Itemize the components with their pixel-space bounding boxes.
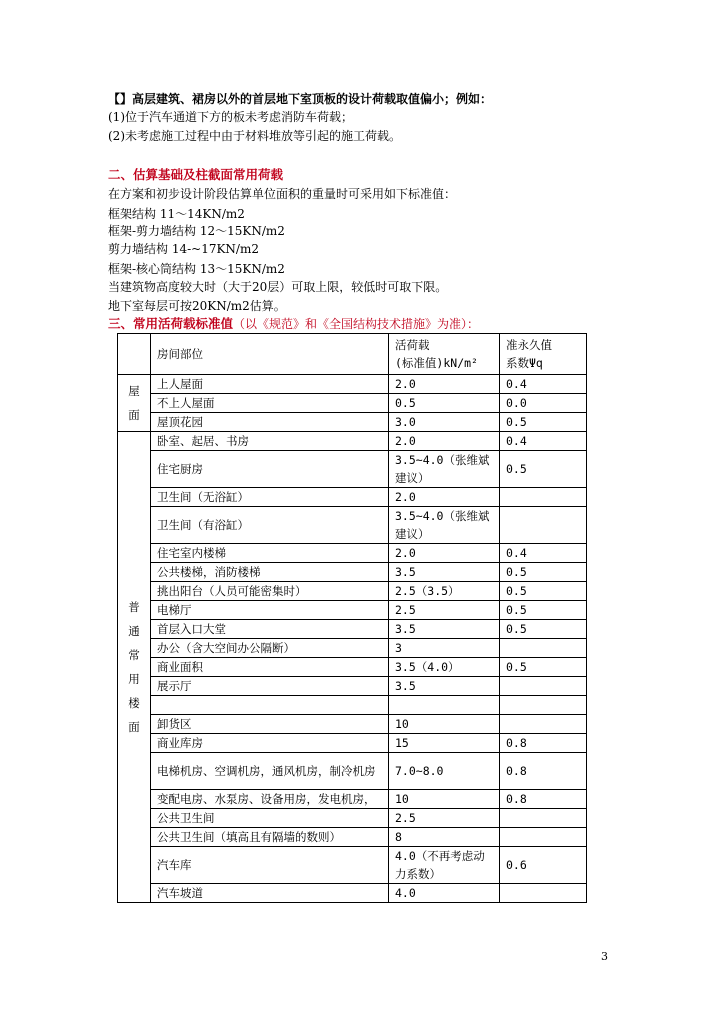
room-cell: 不上人屋面 [151,394,389,413]
room-cell: 办公（含大空间办公隔断） [151,639,389,658]
psi-cell [500,715,587,734]
load-cell: 3.5 [389,563,500,582]
table-row [118,639,587,658]
psi-cell: 0.4 [500,432,587,451]
load-cell [389,696,500,715]
room-cell: 商业面积 [151,658,389,677]
header-load [389,334,500,375]
table-row [118,884,587,903]
table-row [118,828,587,847]
load-cell: 2.0 [389,432,500,451]
psi-cell: 0.0 [500,394,587,413]
table-row [118,563,587,582]
table-row [118,507,587,544]
room-cell: 电梯机房、空调机房，通风机房，制冷机房 [151,753,389,790]
room-cell: 卫生间（无浴缸） [151,488,389,507]
psi-cell [500,488,587,507]
section2-line: 框架-剪力墙结构 12～15KN/m2 [108,224,285,238]
room-cell: 首层入口大堂 [151,620,389,639]
room-cell: 公共卫生间 [151,809,389,828]
section2-line: 地下室每层可按20KN/m2估算。 [108,299,286,313]
table-header-row [118,334,587,375]
load-cell: 3.5~4.0（张维斌建议） [389,507,500,544]
room-cell: 住宅室内楼梯 [151,544,389,563]
load-cell: 2.5 [389,809,500,828]
load-cell: 4.0 [389,884,500,903]
section2-heading: 二、估算基础及柱截面常用荷载 [108,167,284,182]
psi-cell: 0.5 [500,563,587,582]
room-cell: 上人屋面 [151,375,389,394]
header-room: 房间部位 [151,334,389,375]
load-cell: 3.5 [389,677,500,696]
section3-heading-bold: 三、常用活荷载标准值 [108,316,234,331]
load-cell: 3.5（4.0） [389,658,500,677]
psi-cell [500,677,587,696]
room-cell: 挑出阳台（人员可能密集时） [151,582,389,601]
room-cell: 公共楼梯，消防楼梯 [151,563,389,582]
load-cell: 0.5 [389,394,500,413]
psi-cell [500,507,587,544]
room-cell: 卫生间（有浴缸） [151,507,389,544]
table-row [118,790,587,809]
section2-line: 框架结构 11～14KN/m2 [108,207,245,221]
section2-line: 当建筑物高度较大时（大于20层）可取上限，较低时可取下限。 [108,280,448,294]
psi-cell: 0.8 [500,753,587,790]
psi-cell: 0.8 [500,790,587,809]
room-cell: 展示厅 [151,677,389,696]
load-cell: 4.0（不再考虑动力系数） [389,847,500,884]
room-cell: 公共卫生间（填高且有隔墙的数则） [151,828,389,847]
load-cell: 2.5（3.5） [389,582,500,601]
table-row [118,620,587,639]
psi-cell [500,639,587,658]
room-cell: 住宅厨房 [151,451,389,488]
room-cell: 商业库房 [151,734,389,753]
psi-cell: 0.5 [500,451,587,488]
load-cell: 10 [389,715,500,734]
header-load-line1: 活荷载 [395,338,430,352]
table-row [118,715,587,734]
psi-cell: 0.6 [500,847,587,884]
table-row [118,658,587,677]
page-number: 3 [601,950,608,963]
table-row [118,413,587,432]
header-category-cell [118,334,151,375]
load-cell: 8 [389,828,500,847]
load-cell: 15 [389,734,500,753]
floor-category [118,432,151,903]
psi-cell: 0.5 [500,601,587,620]
room-cell: 屋顶花园 [151,413,389,432]
table-row [118,432,587,451]
table-row [118,601,587,620]
load-cell: 2.0 [389,544,500,563]
psi-cell [500,809,587,828]
section2-line: 在方案和初步设计阶段估算单位面积的重量时可采用如下标准值： [108,187,457,201]
floor-category-label: 普通常用楼面 [128,600,140,734]
load-cell: 3.5 [389,620,500,639]
intro-item-2: (2)未考虑施工过程中由于材料堆放等引起的施工荷载。 [108,129,402,143]
table-row [118,488,587,507]
psi-cell: 0.5 [500,582,587,601]
section3-heading [108,315,479,333]
psi-cell: 0.4 [500,544,587,563]
header-psi-line1: 准永久值 [506,338,552,352]
table-row [118,582,587,601]
header-psi [500,334,587,375]
section2-line: 剪力墙结构 14-~17KN/m2 [108,242,259,256]
roof-category [118,375,151,432]
psi-cell: 0.8 [500,734,587,753]
live-load-table [117,333,587,903]
load-cell: 3.5~4.0（张维斌建议） [389,451,500,488]
intro-item-1: (1)位于汽车通道下方的板未考虑消防车荷载； [108,110,353,124]
table-row [118,809,587,828]
psi-cell: 0.4 [500,375,587,394]
room-cell [151,696,389,715]
load-cell: 3.0 [389,413,500,432]
table-row [118,734,587,753]
load-cell: 7.0~8.0 [389,753,500,790]
psi-cell [500,696,587,715]
header-psi-line2: 系数Ψq [506,356,543,370]
room-cell: 卧室、起居、书房 [151,432,389,451]
room-cell: 电梯厅 [151,601,389,620]
psi-cell: 0.5 [500,620,587,639]
load-cell: 3 [389,639,500,658]
table-row [118,847,587,884]
table-row [118,696,587,715]
room-cell: 汽车库 [151,847,389,884]
header-load-line2: (标准值)kN/m² [395,356,478,370]
load-cell: 10 [389,790,500,809]
room-cell: 变配电房、水泵房、设备用房，发电机房， [151,790,389,809]
psi-cell: 0.5 [500,658,587,677]
section3-heading-note: （以《规范》和《全国结构技术措施》为准）： [233,317,480,331]
room-cell: 卸货区 [151,715,389,734]
table-row [118,544,587,563]
load-cell: 2.5 [389,601,500,620]
psi-cell [500,828,587,847]
intro-heading: 【】高层建筑、裙房以外的首层地下室顶板的设计荷载取值偏小；例如： [108,92,493,106]
roof-category-label: 屋面 [128,384,140,422]
table-row [118,753,587,790]
load-cell: 2.0 [389,375,500,394]
psi-cell: 0.5 [500,413,587,432]
table-row [118,375,587,394]
room-cell: 汽车坡道 [151,884,389,903]
table-row [118,451,587,488]
table-row [118,394,587,413]
psi-cell [500,884,587,903]
section2-line: 框架-核心筒结构 13～15KN/m2 [108,262,285,276]
load-cell: 2.0 [389,488,500,507]
table-row [118,677,587,696]
